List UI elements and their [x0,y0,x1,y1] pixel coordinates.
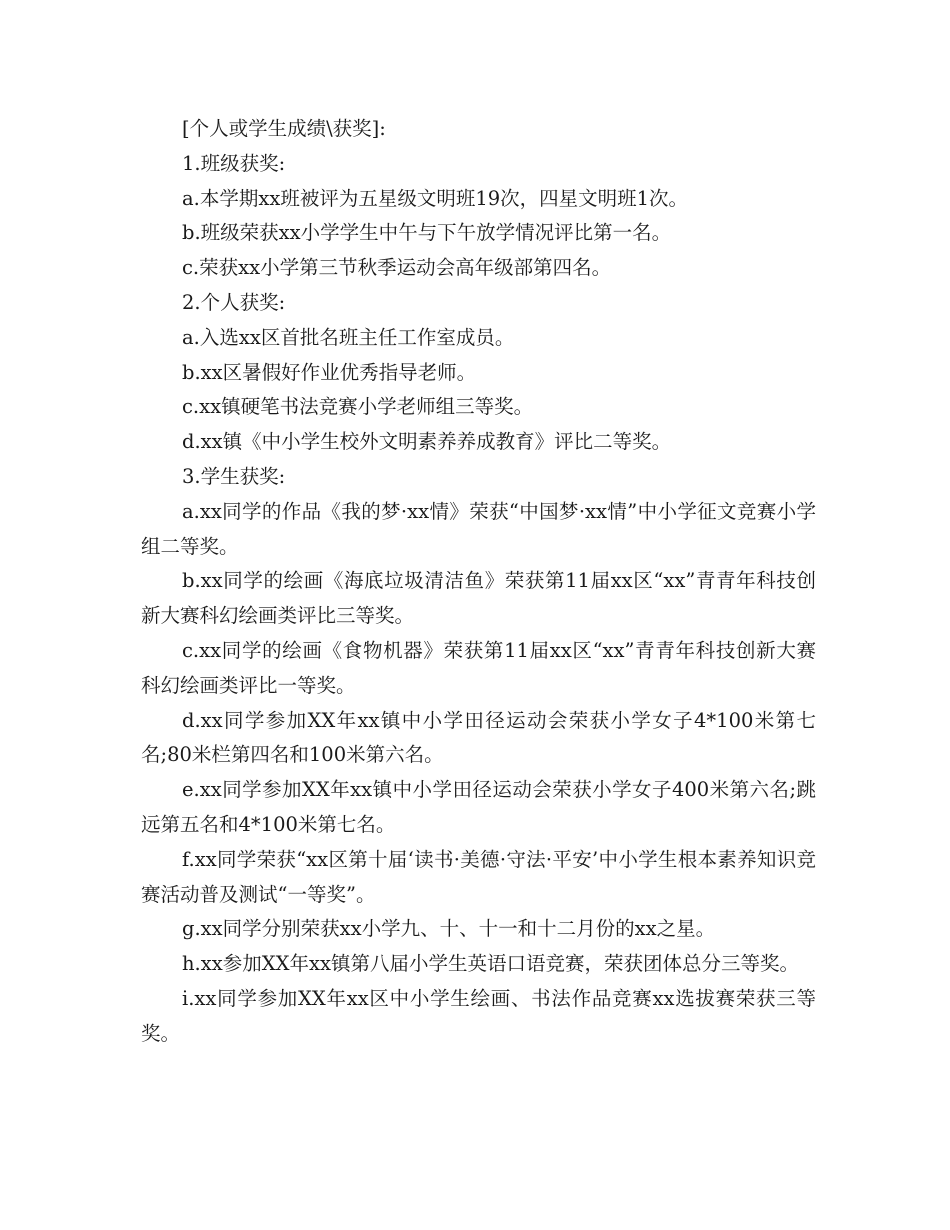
student-award-item: a.xx同学的作品《我的梦·xx情》荣获“中国梦·xx情”中小学征文竞赛小学组二等奖。 [141,499,816,558]
student-award-item: c.xx同学的绘画《食物机器》荣获第11届xx区“xx”青青年科技创新大赛科幻绘画类评比一等奖。 [141,638,816,697]
document-body [141,112,816,1052]
personal-awards-heading: 2.个人获奖: [182,290,286,314]
student-awards-heading: 3.学生获奖: [182,464,286,488]
class-award-item: c.荣获xx小学第三节秋季运动会高年级部第四名。 [182,256,612,280]
personal-award-item: d.xx镇《中小学生校外文明素养养成教育》评比二等奖。 [182,430,672,454]
class-award-item: a.本学期xx班被评为五星级文明班19次，四星文明班1次。 [182,186,689,210]
student-award-item: h.xx参加XX年xx镇第八届小学生英语口语竞赛，荣获团体总分三等奖。 [182,952,800,976]
student-award-item: b.xx同学的绘画《海底垃圾清洁鱼》荣获第11届xx区“xx”青青年科技创新大赛科幻绘画类评比三等奖。 [141,569,816,628]
student-award-item: e.xx同学参加XX年xx镇中小学田径运动会荣获小学女子400米第六名;跳远第五名和4*100米第七名。 [141,778,816,836]
personal-award-item: b.xx区暑假好作业优秀指导老师。 [182,360,477,384]
class-award-item: b.班级荣获xx小学学生中午与下午放学情况评比第一名。 [182,221,672,245]
student-award-item: i.xx同学参加XX年xx区中小学生绘画、书法作品竞赛xx选拔赛荣获三等奖。 [141,986,816,1045]
student-award-item: d.xx同学参加XX年xx镇中小学田径运动会荣获小学女子4*100米第七名;80米栏第四名和100米第六名。 [141,708,816,767]
personal-award-item: c.xx镇硬笔书法竞赛小学老师组三等奖。 [182,395,534,419]
section-title: [个人或学生成绩\获奖]: [182,117,386,140]
personal-award-item: a.入选xx区首批名班主任工作室成员。 [182,325,515,349]
student-award-item: f.xx同学荣获“xx区第十届‘读书·美德·守法·平安’中小学生根本素养知识竞赛活动普及测试“一等奖”。 [141,847,816,906]
class-awards-heading: 1.班级获奖: [182,151,286,175]
student-award-item: g.xx同学分别荣获xx小学九、十、十一和十二月份的xx之星。 [182,917,716,941]
